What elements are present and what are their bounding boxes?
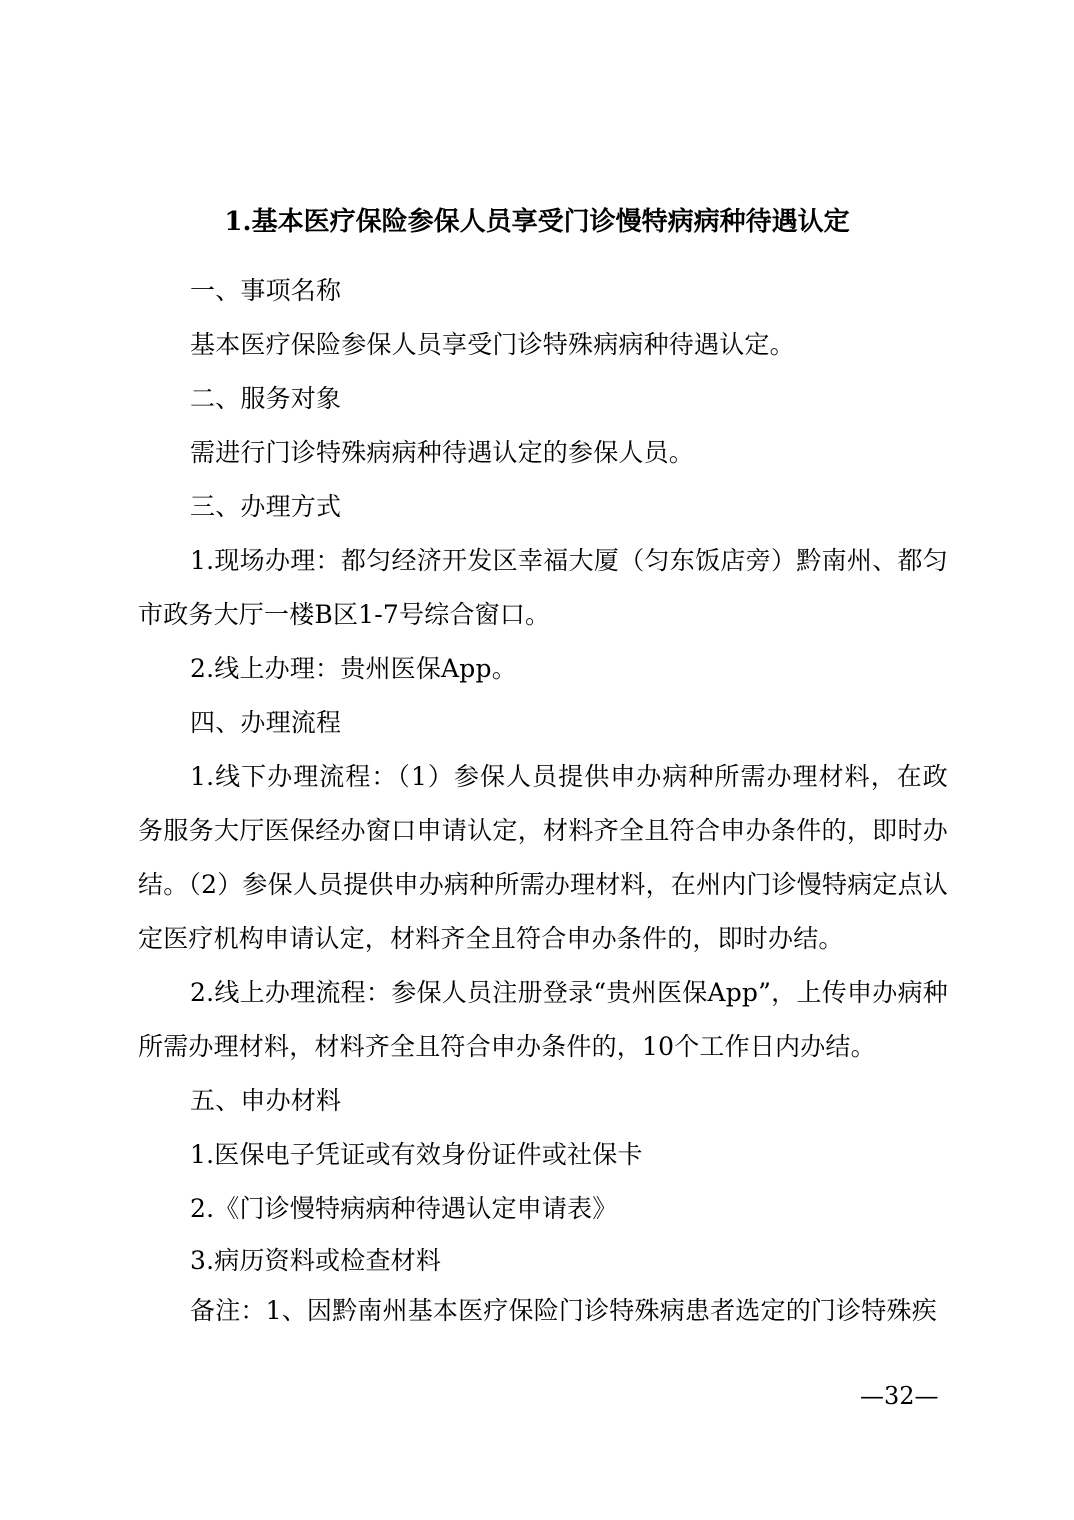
paragraph-offline-process: 1.线下办理流程：（1）参保人员提供申办病种所需办理材料，在政务服务大厅医保经办窗口申请认定，材料齐全且符合申办条件的，即时办结。（2）参保人员提供申办病种所需办理材料，在州内门诊慢特病定点认定医疗机构申请认定，材料齐全且符合申办条件的，即时办结。 bbox=[138, 762, 949, 953]
section-heading-process: 四、办理流程 bbox=[190, 708, 342, 737]
list-item-material-1: 1.医保电子凭证或有效身份证件或社保卡 bbox=[190, 1140, 643, 1169]
page-number: —32— bbox=[860, 1382, 939, 1410]
paragraph-online-process: 2.线上办理流程：参保人员注册登录“贵州医保App”，上传申办病种所需办理材料，材料齐全且符合申办条件的，10个工作日内办结。 bbox=[138, 978, 948, 1061]
list-item-material-2: 2.《门诊慢特病病种待遇认定申请表》 bbox=[190, 1194, 618, 1223]
paragraph-remark: 备注：1、因黔南州基本医疗保险门诊特殊病患者选定的门诊特殊疾 bbox=[190, 1296, 937, 1325]
list-item-material-3: 3.病历资料或检查材料 bbox=[190, 1246, 442, 1275]
paragraph-online-handling: 2.线上办理：贵州医保App。 bbox=[190, 654, 517, 683]
paragraph-item-name: 基本医疗保险参保人员享受门诊特殊病病种待遇认定。 bbox=[190, 330, 795, 359]
page-title: 1.基本医疗保险参保人员享受门诊慢特病病种待遇认定 bbox=[224, 207, 850, 237]
section-heading-materials: 五、申办材料 bbox=[190, 1086, 342, 1115]
paragraph-onsite-handling: 1.现场办理：都匀经济开发区幸福大厦（匀东饭店旁）黔南州、都匀市政务大厅一楼B区1-7号综合窗口。 bbox=[138, 546, 948, 629]
section-heading-handling-method: 三、办理方式 bbox=[190, 492, 342, 521]
document-body bbox=[138, 264, 948, 1336]
section-heading-service-target: 二、服务对象 bbox=[190, 384, 342, 413]
section-heading-item-name: 一、事项名称 bbox=[190, 276, 342, 305]
paragraph-service-target: 需进行门诊特殊病病种待遇认定的参保人员。 bbox=[190, 438, 695, 467]
